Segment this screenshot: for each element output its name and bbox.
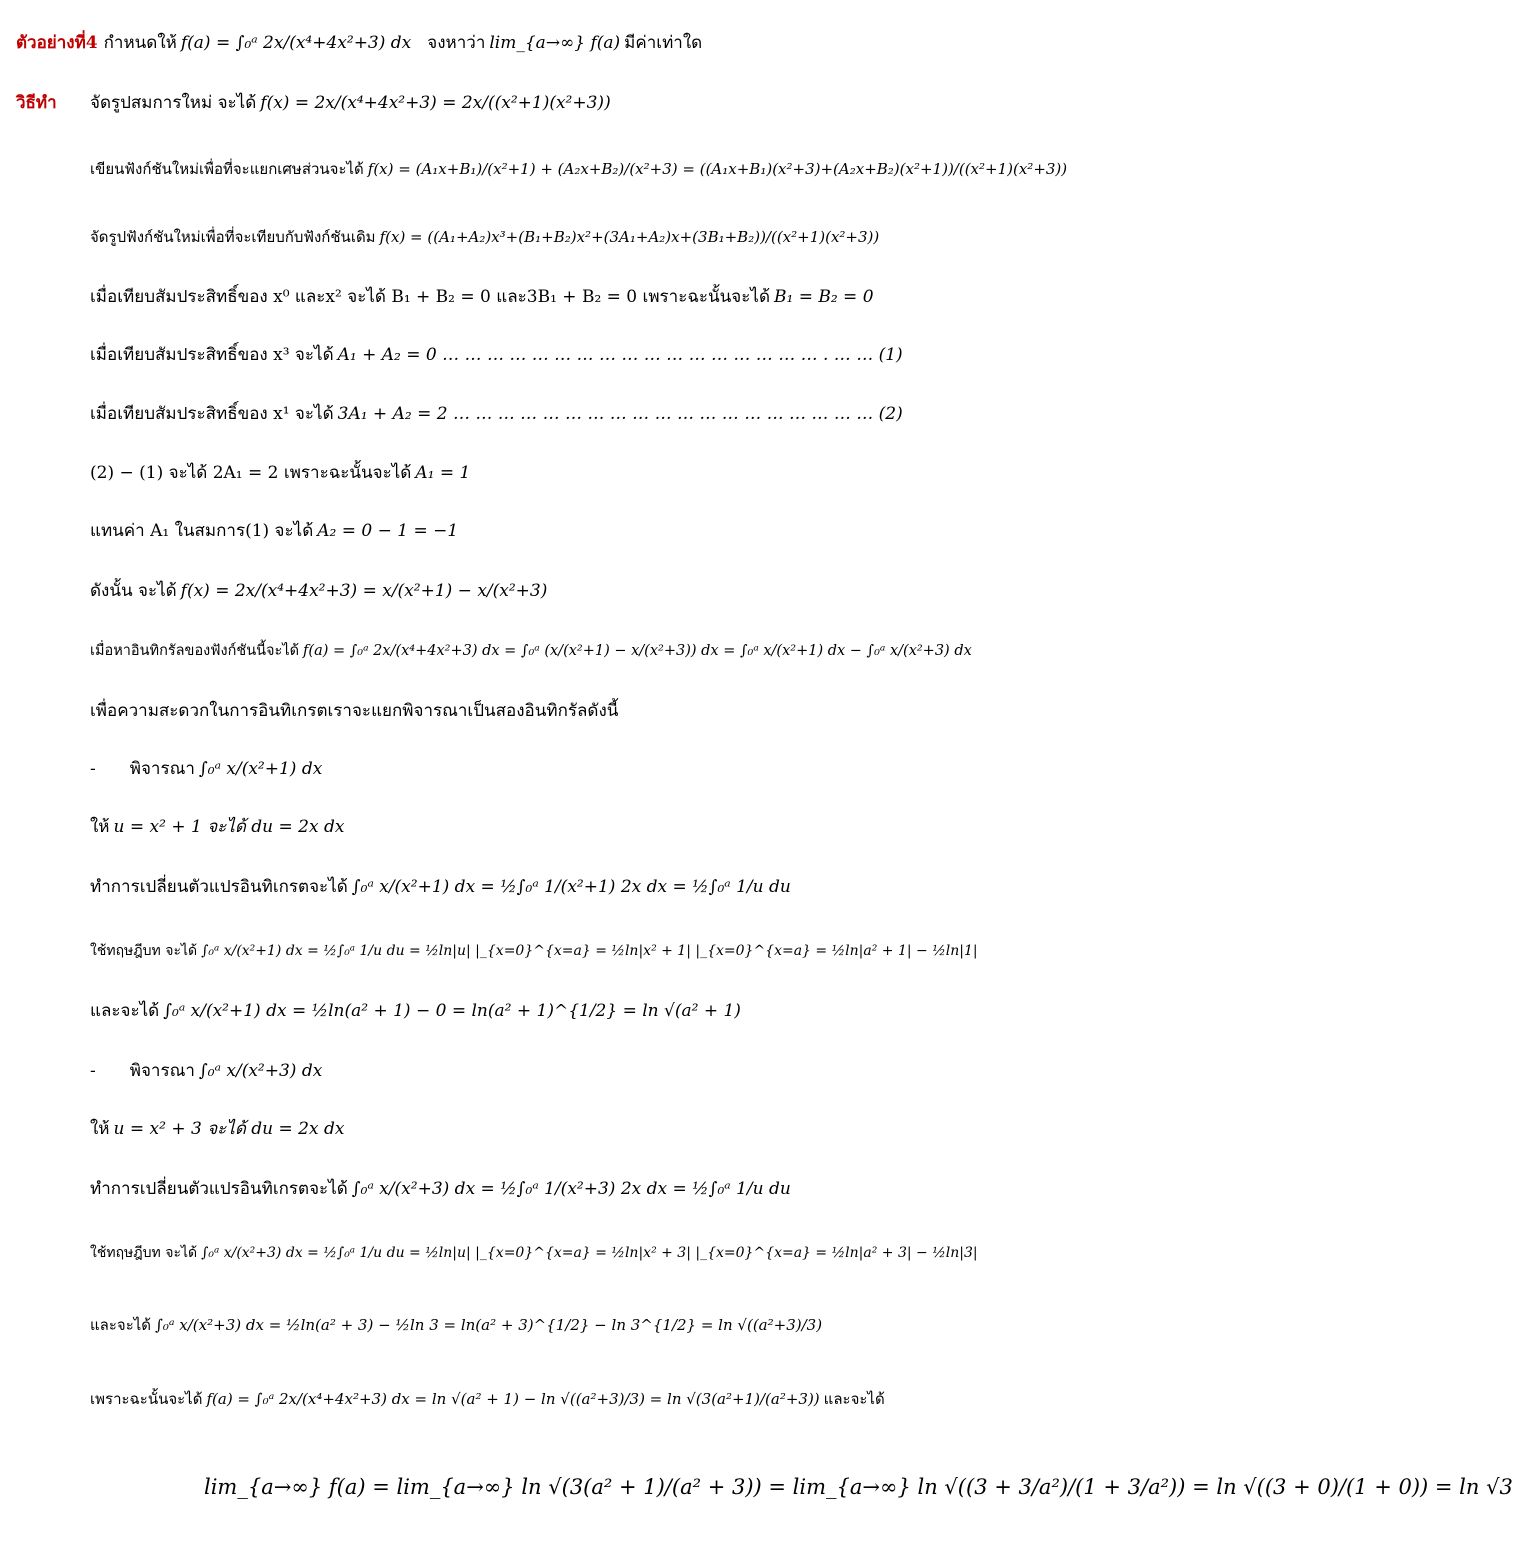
solution-label: วิธีทำ [16, 93, 57, 113]
line-math: A₁ + A₂ = 0 … … … … … … … … … … … … … … … … … . … … (1) [337, 345, 903, 365]
line-math: f(x) = 2x/(x⁴+4x²+3) = 2x/((x²+1)(x²+3)) [260, 93, 611, 113]
solution-line [90, 816, 348, 838]
bullet-dash: - [90, 759, 96, 779]
line-text: พิจารณา [129, 759, 195, 779]
line-text: เมื่อหาอินทิกรัลของฟังก์ชันนี้จะได้ [90, 643, 300, 659]
solution-line [90, 1060, 326, 1082]
line-math: f(x) = (A₁x+B₁)/(x²+1) + (A₂x+B₂)/(x²+3) = ((A₁x+B₁)(x²+3)+(A₂x+B₂)(x²+1))/((x²+1)(x²+3)) [367, 160, 1068, 178]
line-math: ∫₀ᵃ x/(x²+1) dx = ½∫₀ᵃ 1/u du = ½ln|u| |_{x=0}^{x=a} = ½ln|x² + 1| |_{x=0}^{x=a} = ½ln|a² + 1| − ½ln|1| [201, 943, 978, 959]
line-text: และจะได้ [90, 1001, 160, 1021]
line-text: เพราะฉะนั้นจะได้ [90, 1390, 203, 1408]
line-text: ดังนั้น จะได้ [90, 581, 177, 601]
solution-line [90, 876, 795, 898]
line-text: เพื่อความสะดวกในการอินทิเกรตเราจะแยกพิจารณาเป็นสองอินทิกรัลดังนี้ [90, 701, 619, 721]
example-text-2: จงหาว่า [427, 33, 486, 53]
line-text: เขียนฟังก์ชันใหม่เพื่อที่จะแยกเศษส่วนจะได้ [90, 160, 364, 178]
line-math: u = x² + 1 จะได้ du = 2x dx [113, 817, 345, 837]
line-text: ทำการเปลี่ยนตัวแปรอินทิเกรตจะได้ [90, 877, 348, 897]
line-text: เมื่อเทียบสัมประสิทธิ์ของ x¹ จะได้ [90, 404, 334, 424]
line-text: (2) − (1) จะได้ 2A₁ = 2 เพราะฉะนั้นจะได้ [90, 463, 412, 483]
line-text: จัดรูปฟังก์ชันใหม่เพื่อที่จะเทียบกับฟังก์ชันเดิม [90, 228, 376, 246]
line-text: ทำการเปลี่ยนตัวแปรอินทิเกรตจะได้ [90, 1179, 348, 1199]
line-text: ใช้ทฤษฎีบท จะได้ [90, 1245, 198, 1261]
final-limit [200, 1476, 1517, 1498]
line-text: ให้ [90, 817, 110, 837]
line-text: จัดรูปสมการใหม่ จะได้ [90, 93, 257, 113]
line-text: พิจารณา [129, 1061, 195, 1081]
solution-line [90, 286, 878, 308]
solution-label-row [16, 92, 57, 114]
solution-line [90, 462, 474, 484]
final-math: lim_{a→∞} f(a) = lim_{a→∞} ln √(3(a² + 1)/(a² + 3)) = lim_{a→∞} ln √((3 + 3/a²)/(1 + 3/a²)) = ln √((3 + 0)/(1 + 0)) = ln √3 [204, 1475, 1513, 1499]
line-text: แทนค่า A₁ ในสมการ(1) จะได้ [90, 521, 314, 541]
example-formula-1: f(a) = ∫₀ᵃ 2x/(x⁴+4x²+3) dx [180, 33, 412, 53]
line-math: B₁ = B₂ = 0 [773, 287, 874, 307]
line-text: และจะได้ [90, 1316, 152, 1334]
bullet-dash: - [90, 1061, 96, 1081]
solution-line [90, 1314, 826, 1336]
solution-line [90, 1388, 885, 1410]
line-text: เมื่อเทียบสัมประสิทธิ์ของ x⁰ และx² จะได้ B₁ + B₂ = 0 และ3B₁ + B₂ = 0 เพราะฉะนั้นจะได้ [90, 287, 770, 307]
example-text-3: มีค่าเท่าใด [624, 33, 703, 53]
example-header [16, 32, 702, 54]
example-label: ตัวอย่างที่4 [16, 33, 98, 53]
line-math: f(a) = ∫₀ᵃ 2x/(x⁴+4x²+3) dx = ∫₀ᵃ (x/(x²+1) − x/(x²+3)) dx = ∫₀ᵃ x/(x²+1) dx − ∫₀ᵃ x/(x²+3) dx [303, 643, 972, 659]
solution-line [90, 758, 326, 780]
line-text: ให้ [90, 1119, 110, 1139]
example-formula-2: lim_{a→∞} f(a) [489, 33, 621, 53]
solution-line [90, 700, 618, 722]
solution-line [90, 226, 883, 248]
line-math: ∫₀ᵃ x/(x²+3) dx = ½ln(a² + 3) − ½ln 3 = ln(a² + 3)^{1/2} − ln 3^{1/2} = ln √((a²+3)/3) [155, 1316, 823, 1334]
line-math: A₁ = 1 [415, 463, 471, 483]
line-math: ∫₀ᵃ x/(x²+3) dx [198, 1061, 323, 1081]
line-math: ∫₀ᵃ x/(x²+1) dx = ½∫₀ᵃ 1/(x²+1) 2x dx = ½∫₀ᵃ 1/u du [351, 877, 791, 897]
solution-line [90, 344, 907, 366]
line-math: u = x² + 3 จะได้ du = 2x dx [113, 1119, 345, 1139]
line-math: A₂ = 0 − 1 = −1 [317, 521, 459, 541]
line-math: ∫₀ᵃ x/(x²+1) dx = ½ln(a² + 1) − 0 = ln(a² + 1)^{1/2} = ln √(a² + 1) [163, 1001, 741, 1021]
line-text-after: และจะได้ [823, 1390, 885, 1408]
line-math: f(a) = ∫₀ᵃ 2x/(x⁴+4x²+3) dx = ln √(a² + 1) − ln √((a²+3)/3) = ln √(3(a²+1)/(a²+3)) [206, 1390, 820, 1408]
solution-line [90, 520, 462, 542]
example-text-1: กำหนดให้ [103, 33, 177, 53]
solution-line [90, 1118, 348, 1140]
line-math: f(x) = 2x/(x⁴+4x²+3) = x/(x²+1) − x/(x²+3) [180, 581, 548, 601]
line-math: 3A₁ + A₂ = 2 … … … … … … … … … … … … … … … … … … … (2) [337, 404, 903, 424]
line-math: ∫₀ᵃ x/(x²+3) dx = ½∫₀ᵃ 1/(x²+3) 2x dx = ½∫₀ᵃ 1/u du [351, 1179, 791, 1199]
line-math: ∫₀ᵃ x/(x²+1) dx [198, 759, 323, 779]
line-text: ใช้ทฤษฎีบท จะได้ [90, 943, 198, 959]
solution-line [90, 92, 615, 114]
solution-line [90, 1178, 795, 1200]
line-math: ∫₀ᵃ x/(x²+3) dx = ½∫₀ᵃ 1/u du = ½ln|u| |_{x=0}^{x=a} = ½ln|x² + 3| |_{x=0}^{x=a} = ½ln|a² + 3| − ½ln|3| [201, 1245, 978, 1261]
solution-line [90, 1000, 745, 1022]
solution-line [90, 580, 551, 602]
solution-line [90, 940, 982, 962]
solution-line [90, 1242, 982, 1264]
line-math: f(x) = ((A₁+A₂)x³+(B₁+B₂)x²+(3A₁+A₂)x+(3B₁+B₂))/((x²+1)(x²+3)) [379, 228, 880, 246]
solution-line [90, 158, 1071, 180]
solution-line [90, 403, 907, 425]
line-text: เมื่อเทียบสัมประสิทธิ์ของ x³ จะได้ [90, 345, 334, 365]
solution-line [90, 640, 976, 662]
